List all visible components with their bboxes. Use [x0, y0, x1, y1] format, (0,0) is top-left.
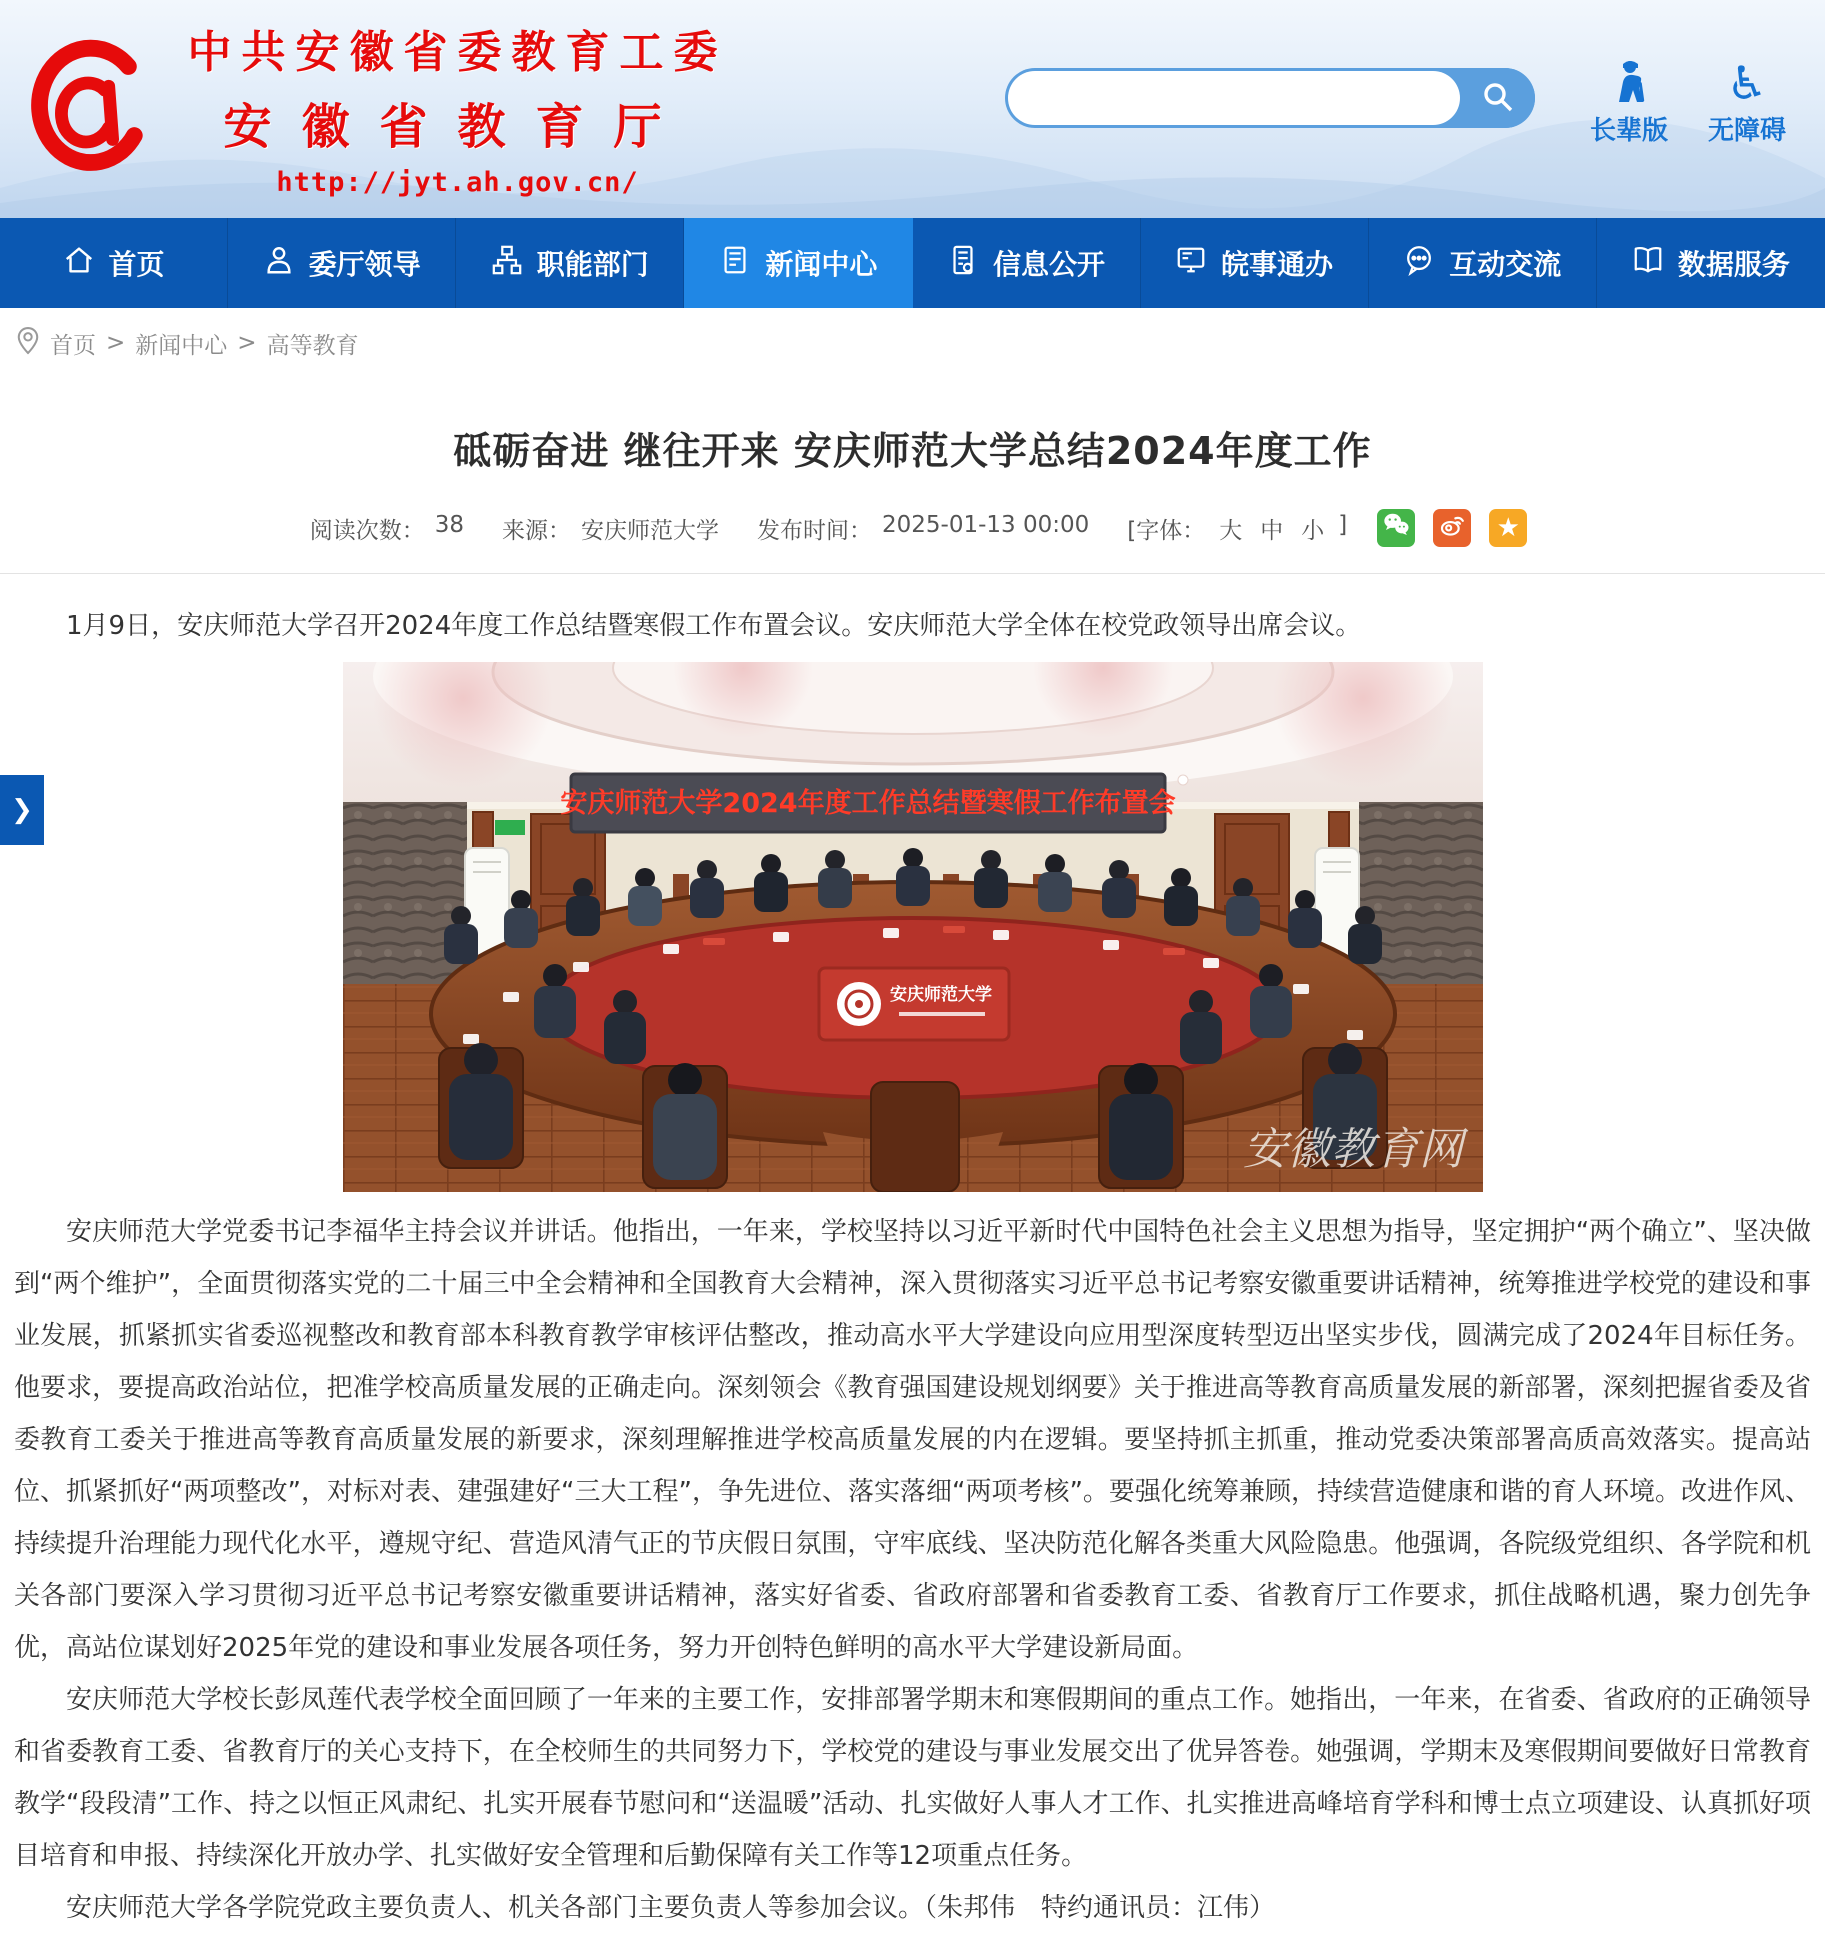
elder-version-link[interactable]	[1574, 54, 1684, 147]
weibo-icon	[1437, 510, 1467, 546]
search-icon	[1480, 79, 1516, 118]
book-icon	[1632, 244, 1664, 283]
person-icon	[263, 244, 295, 283]
home-icon	[63, 244, 95, 283]
font-size-large-button[interactable]: 大	[1219, 517, 1243, 544]
nav-label: 互动交流	[1449, 248, 1562, 281]
monitor-icon	[1175, 244, 1207, 283]
accessibility-label: 无障碍	[1707, 116, 1786, 146]
views-count: 38	[434, 511, 465, 538]
meeting-room-photo	[343, 662, 1483, 1192]
nav-label: 数据服务	[1677, 248, 1790, 281]
breadcrumb-news-center[interactable]: 新闻中心	[135, 332, 228, 359]
breadcrumb-home[interactable]: 首页	[50, 332, 96, 359]
elder-version-label: 长辈版	[1589, 116, 1668, 146]
views-label: 阅读次数：	[309, 517, 425, 544]
publish-date: 2025-01-13 00:00	[882, 511, 1090, 538]
nav-item-leaders[interactable]	[228, 218, 456, 308]
news-doc-icon	[719, 244, 751, 283]
nav-item-home[interactable]	[0, 218, 228, 308]
share-wechat-button[interactable]	[1377, 509, 1415, 547]
wheelchair-icon: ♿	[1726, 56, 1768, 110]
article-title: 砥砺奋进 继往开来 安庆师范大学总结2024年度工作	[453, 429, 1372, 473]
nav-label: 委厅领导	[308, 248, 421, 281]
breadcrumb-separator: >	[106, 330, 126, 356]
accessibility-link[interactable]	[1692, 54, 1802, 147]
share-favorite-button[interactable]	[1489, 509, 1527, 547]
site-header	[0, 0, 1825, 218]
star-icon: ★	[1496, 513, 1520, 543]
article-paragraph-4: 安庆师范大学各学院党政主要负责人、机关各部门主要负责人等参加会议。（朱邦伟 特约通讯员：江伟）	[66, 1893, 1276, 1923]
side-panel-expand-tab[interactable]	[0, 775, 44, 845]
search-button[interactable]	[1460, 68, 1535, 128]
photo-banner-text: 安庆师范大学2024年度工作总结暨寒假工作布置会	[559, 788, 1176, 819]
source-value: 安庆师范大学	[581, 517, 720, 544]
font-size-label-close: ]	[1338, 511, 1348, 538]
location-pin-icon	[16, 326, 40, 360]
info-doc-icon	[947, 244, 979, 283]
article-paragraph-2: 安庆师范大学党委书记李福华主持会议并讲话。他指出，一年来，学校坚持以习近平新时代中国特色社会主义思想为指导，坚定拥护“两个确立”、坚决做到“两个维护”，全面贯彻落实党的二十届三中全会精神和全国教育大会精神，深入贯彻落实习近平总书记考察安徽重要讲话精神，统筹推进学校党的建设和事业发展，抓紧抓实省委巡视整改和教育部本科教育教学审核评估整改，推动高水平大学建设向应用型深度转型迈出坚实步伐，圆满完成了2024年目标任务。他要求，要提高政治站位，把准学校高质量发展的正确走向。深刻领会《教育强国建设规划纲要》关于推进高等教育高质量发展的新部署，深刻把握省委及省委教育工委关于推进高等教育高质量发展的新要求，深刻理解推进学校高质量发展的内在逻辑。要坚持抓主抓重，推动党委决策部署高质高效落实。提高站位、抓紧抓好“两项整改”，对标对表、建强建好“三大工程”，争先进位、落实落细“两项考核”。要强化统筹兼顾，持续营造健康和谐的育人环境。改进作风、持续提升治理能力现代化水平，遵规守纪、营造风清气正的节庆假日氛围，守牢底线、坚决防范化解各类重大风险隐患。他强调，各院级党组织、各学院和机关各部门要深入学习贯彻习近平总书记考察安徽重要讲话精神，落实好省委、省政府部署和省委教育工委、省教育厅工作要求，抓住战略机遇，聚力创先争优，高站位谋划好2025年党的建设和事业发展各项任务，努力开创特色鲜明的高水平大学建设新局面。	[14, 1217, 1811, 1663]
nav-label: 新闻中心	[765, 248, 878, 281]
font-size-medium-button[interactable]: 中	[1260, 517, 1284, 544]
search-box	[1005, 68, 1535, 128]
nav-label: 信息公开	[993, 248, 1106, 281]
nav-item-services[interactable]	[1141, 218, 1369, 308]
photo-watermark: 安徽教育网	[1242, 1124, 1463, 1175]
article-paragraph-1: 1月9日，安庆师范大学召开2024年度工作总结暨寒假工作布置会议。安庆师范大学全体在校党政领导出席会议。	[66, 611, 1362, 641]
nav-item-news-center[interactable]	[684, 218, 912, 308]
breadcrumb-current: 高等教育	[266, 332, 359, 359]
org-name-line1: 中共安徽省委教育工委	[187, 27, 728, 78]
article-photo	[343, 662, 1483, 1192]
site-brand	[170, 16, 745, 198]
nav-item-data-services[interactable]	[1597, 218, 1825, 308]
nav-label: 职能部门	[536, 248, 649, 281]
chat-icon	[1403, 244, 1435, 283]
publish-date-label: 发布时间：	[757, 517, 873, 544]
nav-item-interaction[interactable]	[1369, 218, 1597, 308]
site-url: http://jyt.ah.gov.cn/	[276, 167, 639, 198]
org-chart-icon	[491, 244, 523, 283]
share-weibo-button[interactable]	[1433, 509, 1471, 547]
font-size-small-button[interactable]: 小	[1301, 517, 1325, 544]
nav-item-info-disclosure[interactable]	[913, 218, 1141, 308]
chevron-right-icon: ❯	[11, 795, 33, 825]
main-nav	[0, 218, 1825, 308]
nav-label: 皖事通办	[1221, 248, 1334, 281]
article-body	[0, 574, 1825, 1934]
breadcrumb-separator: >	[237, 330, 257, 356]
nav-label: 首页	[108, 248, 165, 281]
breadcrumb	[0, 308, 1825, 378]
wechat-icon	[1381, 510, 1411, 546]
article-paragraph-3: 安庆师范大学校长彭凤莲代表学校全面回顾了一年来的主要工作，安排部署学期末和寒假期间的重点工作。她指出，一年来，在省委、省政府的正确领导和省委教育工委、省教育厅的关心支持下，在全校师生的共同努力下，学校党的建设与事业发展交出了优异答卷。她强调，学期末及寒假期间要做好日常教育教学“段段清”工作、持之以恒正风肃纪、扎实开展春节慰问和“送温暖”活动、扎实做好人事人才工作、扎实推进高峰培育学科和博士点立项建设、认真抓好项目培育和申报、持续深化开放办学、扎实做好安全管理和后勤保障有关工作等12项重点任务。	[14, 1685, 1811, 1871]
elder-person-icon	[1574, 54, 1684, 106]
org-name-line2: 安徽省教育厅	[223, 99, 692, 155]
photo-table-logo-text: 安庆师范大学	[889, 985, 992, 1005]
source-label: 来源：	[502, 517, 572, 544]
nav-item-departments[interactable]	[456, 218, 684, 308]
article-meta	[0, 509, 1825, 547]
font-size-label: [字体：	[1127, 517, 1206, 544]
site-logo	[18, 28, 156, 178]
search-input[interactable]	[1008, 71, 1460, 125]
